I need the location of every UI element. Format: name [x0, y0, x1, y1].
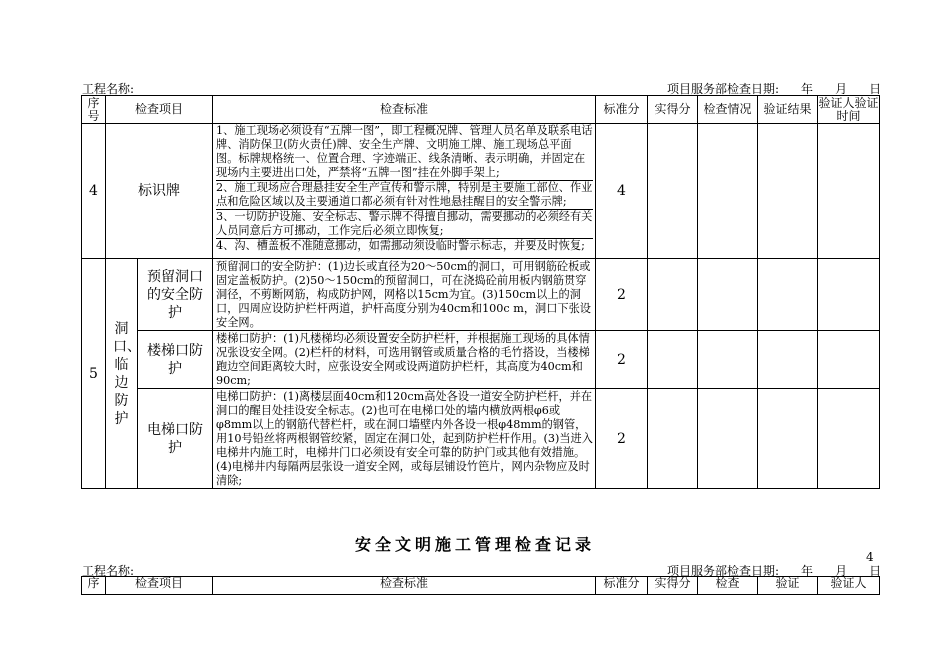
row5-standard-3: 电梯口防护：(1)离楼层面40cm和120cm高处各设一道安全防护栏杆，并在洞口的醒目处挂设安全标志。(2)也可在电梯口处的墙内横放两根φ6或φ8mm以上的钢筋代替栏杆，或在洞口墙壁内外各设一根φ48mm的钢管，用10号铅丝将两根钢管绞紧，固定在洞口处，起到防护栏杆作用。(3)当进入电梯井内施工时，电梯井门口必须设有安全可靠的防护门或其他有效措施。(4)电梯井内每隔两层张设一道安全网，或每层铺设竹笆片，网内杂物应及时清除; [213, 389, 596, 489]
header2-seq: 序 [82, 577, 106, 595]
header-verify: 验证结果 [758, 96, 818, 124]
row5-verify-3 [758, 389, 818, 489]
row5-verifier-2 [818, 331, 880, 389]
header2-standard: 检查标准 [213, 577, 596, 595]
row5-score-2: 2 [596, 331, 648, 389]
inspection-table-2 [81, 576, 880, 595]
table-row [82, 259, 880, 331]
row5-subitem-3: 电梯口防护 [138, 389, 213, 489]
header2-score: 标准分 [596, 577, 648, 595]
row5-actual-2 [648, 331, 698, 389]
date-year-2: 年 [801, 564, 814, 578]
row4-standard-3: 3、一切防护设施、安全标志、警示牌不得擅自挪动，需要挪动的必须经有关人员同意后方可挪动，工作完后必须立即恢复; [216, 210, 593, 237]
header-standard: 检查标准 [213, 96, 596, 124]
check-date-label: 项目服务部检查日期: [667, 82, 780, 96]
row4-inspection [698, 124, 758, 259]
date-month: 月 [835, 82, 848, 96]
row4-item: 标识牌 [106, 124, 213, 259]
header-verifier: 验证人验证时间 [818, 95, 879, 123]
row5-item: 洞口、临边防护 [106, 259, 138, 489]
table-header-row [82, 96, 880, 124]
row5-inspection-3 [698, 389, 758, 489]
header-seq: 序号 [82, 96, 106, 124]
row4-verifier [818, 124, 880, 259]
row5-score-1: 2 [596, 259, 648, 331]
row5-seq: 5 [82, 259, 106, 489]
date-year: 年 [801, 82, 814, 96]
row4-score: 4 [596, 124, 648, 259]
header-item: 检查项目 [106, 96, 213, 124]
table-header-row-2 [82, 577, 880, 595]
row5-inspection-1 [698, 259, 758, 331]
table-row [82, 331, 880, 389]
row4-seq: 4 [82, 124, 106, 259]
header2-verify: 验证 [758, 577, 818, 595]
page-title: 安全文明施工管理检查记录 [354, 535, 595, 554]
project-name-label: 工程名称: [82, 82, 135, 96]
check-date [667, 82, 881, 96]
header-score: 标准分 [596, 96, 648, 124]
row4-standard-4: 4、沟、槽盖板不准随意挪动，如需挪动须设临时警示标志，并要及时恢复; [216, 239, 585, 252]
header2-inspection: 检查 [698, 577, 758, 595]
table-row [82, 389, 880, 489]
row5-verifier-1 [818, 259, 880, 331]
inspection-table [81, 95, 880, 489]
row5-score-3: 2 [596, 389, 648, 489]
check-date-label-2: 项目服务部检查日期: [667, 564, 780, 578]
header-inspection: 检查情况 [698, 96, 758, 124]
row4-standard-2: 2、施工现场应合理悬挂安全生产宣传和警示牌，特别是主要施工部位、作业点和危险区域以及主要通道口都必须有针对性地悬挂醒目的安全警示牌; [216, 181, 593, 208]
row5-subitem-2: 楼梯口防护 [138, 331, 213, 389]
row5-standard-2: 楼梯口防护：(1)凡楼梯均必须设置安全防护栏杆，并根据施工现场的具体情况张设安全网。(2)栏杆的材料，可选用钢管或质量合格的毛竹搭设，当楼梯跑边空间距离较大时，应张设安全网或设两道防护栏杆，其高度为40cm和90cm; [213, 331, 596, 389]
row5-verifier-3 [818, 389, 880, 489]
row4-actual [648, 124, 698, 259]
date-day-2: 日 [869, 564, 882, 578]
page-number: 4 [866, 550, 874, 564]
header2-item: 检查项目 [106, 577, 213, 595]
row5-actual-1 [648, 259, 698, 331]
row5-standard-1: 预留洞口的安全防护：(1)边长或直径为20～50cm的洞口，可用钢筋砼板或固定盖板防护。(2)50～150cm的预留洞口，可在浇捣砼前用板内钢筋贯穿洞径，不剪断网筋，构成防护网，网格以15cm为宜。(3)150cm以上的洞口，四周应设防护栏杆两道，护杆高度分别为40cm和100c m，洞口下张设安全网。 [213, 259, 596, 331]
row4-standards [213, 124, 596, 259]
table-row [82, 124, 880, 259]
row5-actual-3 [648, 389, 698, 489]
header2-verifier: 验证人 [818, 577, 880, 595]
row4-standard-1: 1、施工现场必须设有“五牌一图”，即工程概况牌、管理人员名单及联系电话牌、消防保卫(防火责任)牌、安全生产牌、文明施工牌、施工现场总平面图。标牌规格统一、位置合理、字迹端正、线条清晰、表示明确，并固定在现场内主要进出口处，严禁将“五牌一图”挂在外脚手架上; [216, 124, 593, 179]
row5-subitem-1: 预留洞口的安全防护 [138, 259, 213, 331]
row4-verify [758, 124, 818, 259]
header-actual: 实得分 [648, 96, 698, 124]
row5-verify-2 [758, 331, 818, 389]
row5-verify-1 [758, 259, 818, 331]
row5-inspection-2 [698, 331, 758, 389]
date-day: 日 [869, 82, 882, 96]
header2-actual: 实得分 [648, 577, 698, 595]
project-name-label-2: 工程名称: [82, 564, 135, 578]
date-month-2: 月 [835, 564, 848, 578]
